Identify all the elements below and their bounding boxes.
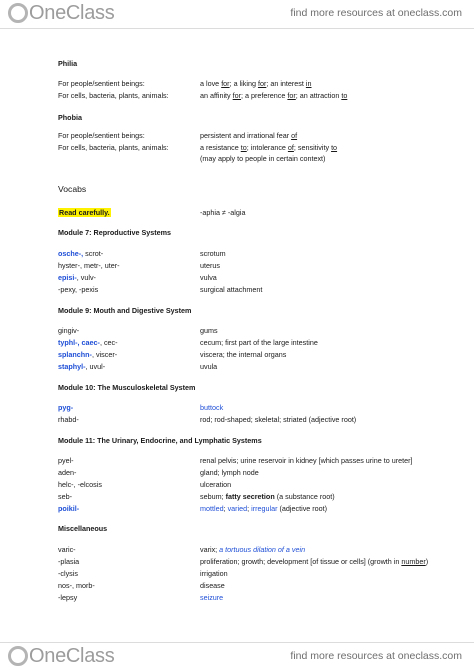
logo-text: OneClass [29, 2, 115, 24]
misc-term-3: -clysis [58, 569, 78, 578]
module10-term-1: pyg- [58, 403, 74, 412]
module7-term-2: hyster-, metr-, uter- [58, 261, 120, 270]
module9-def-2: cecum; first part of the large intestine [200, 338, 318, 347]
misc-title: Miscellaneous [58, 524, 108, 533]
module7-def-2: uterus [200, 261, 220, 270]
module11-title: Module 11: The Urinary, Endocrine, and Lymphatic Systems [58, 436, 262, 445]
phobia-title: Phobia [58, 113, 82, 122]
module11-def-3: ulceration [200, 480, 232, 489]
footer-tagline-link[interactable]: find more resources at oneclass.com [290, 650, 462, 662]
misc-def-4: disease [200, 581, 225, 590]
misc-term-5: -lepsy [58, 593, 78, 602]
module9-term-3: splanchn-, viscer- [58, 350, 118, 359]
module7-term-3: episi-, vulv- [58, 273, 96, 282]
module9-def-4: uvula [200, 362, 218, 371]
module11-def-4: sebum; fatty secretion (a substance root) [200, 492, 335, 501]
oneclass-logo-icon [8, 3, 28, 23]
philia-row1-label: For people/sentient beings: [58, 79, 145, 88]
module7-def-4: surgical attachment [200, 285, 263, 294]
module7-def-3: vulva [200, 273, 217, 282]
misc-def-5: seizure [200, 593, 224, 602]
module9-term-2: typhl-, caec-, cec- [58, 338, 118, 347]
philia-row1-def: a love for; a liking for; an interest in [200, 79, 312, 88]
misc-term-1: varic- [58, 545, 76, 554]
module9-def-3: viscera; the internal organs [200, 350, 287, 359]
phobia-row3-note: (may apply to people in certain context) [200, 154, 326, 163]
module11-term-5: poikil- [58, 504, 80, 513]
module11-term-4: seb- [58, 492, 72, 501]
misc-def-2: proliferation; growth; development [of tissue or cells] (growth in number) [200, 557, 429, 566]
philia-row2-label: For cells, bacteria, plants, animals: [58, 91, 169, 100]
module11-def-1: renal pelvis; urine reservoir in kidney [which passes urine to ureter] [200, 456, 413, 465]
phobia-row2-def: a resistance to; intolerance of; sensitivity to [200, 143, 338, 152]
aphia-note: -aphia ≠ -algia [200, 208, 246, 217]
page-header [0, 0, 474, 29]
module11-def-2: gland; lymph node [200, 468, 259, 477]
misc-def-3: irrigation [200, 569, 228, 578]
module10-term-2: rhabd- [58, 415, 79, 424]
phobia-row2-label: For cells, bacteria, plants, animals: [58, 143, 169, 152]
footer-logo-text: OneClass [29, 645, 115, 667]
vocabs-title: Vocabs [58, 184, 87, 194]
module11-def-5: mottled; varied; irregular (adjective root) [200, 504, 328, 513]
misc-def-1: varix; a tortuous dilation of a vein [200, 545, 306, 554]
module9-title: Module 9: Mouth and Digestive System [58, 306, 192, 315]
header-tagline-link[interactable]: find more resources at oneclass.com [290, 7, 462, 19]
misc-term-4: nos-, morb- [58, 581, 95, 590]
oneclass-logo[interactable] [8, 3, 114, 23]
philia-title: Philia [58, 59, 78, 68]
module7-def-1: scrotum [200, 249, 226, 258]
oneclass-footer-logo[interactable] [8, 646, 114, 666]
module11-term-3: helc-, -elcosis [58, 480, 102, 489]
module7-title: Module 7: Reproductive Systems [58, 228, 172, 237]
module9-def-1: gums [200, 326, 218, 335]
read-carefully-note: Read carefully. [59, 208, 110, 217]
module7-term-4: -pexy, -pexis [58, 285, 99, 294]
module11-term-1: pyel- [58, 456, 74, 465]
module10-title: Module 10: The Musculoskeletal System [58, 383, 196, 392]
phobia-row1-label: For people/sentient beings: [58, 131, 145, 140]
module9-term-4: staphyl-, uvul- [58, 362, 106, 371]
module10-def-1: buttock [200, 403, 224, 412]
phobia-row1-def: persistent and irrational fear of [200, 131, 298, 140]
page-footer [0, 642, 474, 671]
oneclass-logo-icon [8, 646, 28, 666]
module11-term-2: aden- [58, 468, 77, 477]
module10-def-2: rod; rod-shaped; skeletal; striated (adjective root) [200, 415, 357, 424]
module9-term-1: gingiv- [58, 326, 80, 335]
philia-row2-def: an affinity for; a preference for; an attraction to [200, 91, 348, 100]
misc-term-2: -plasia [58, 557, 80, 566]
module7-term-1: osche-, scrot- [58, 249, 104, 258]
